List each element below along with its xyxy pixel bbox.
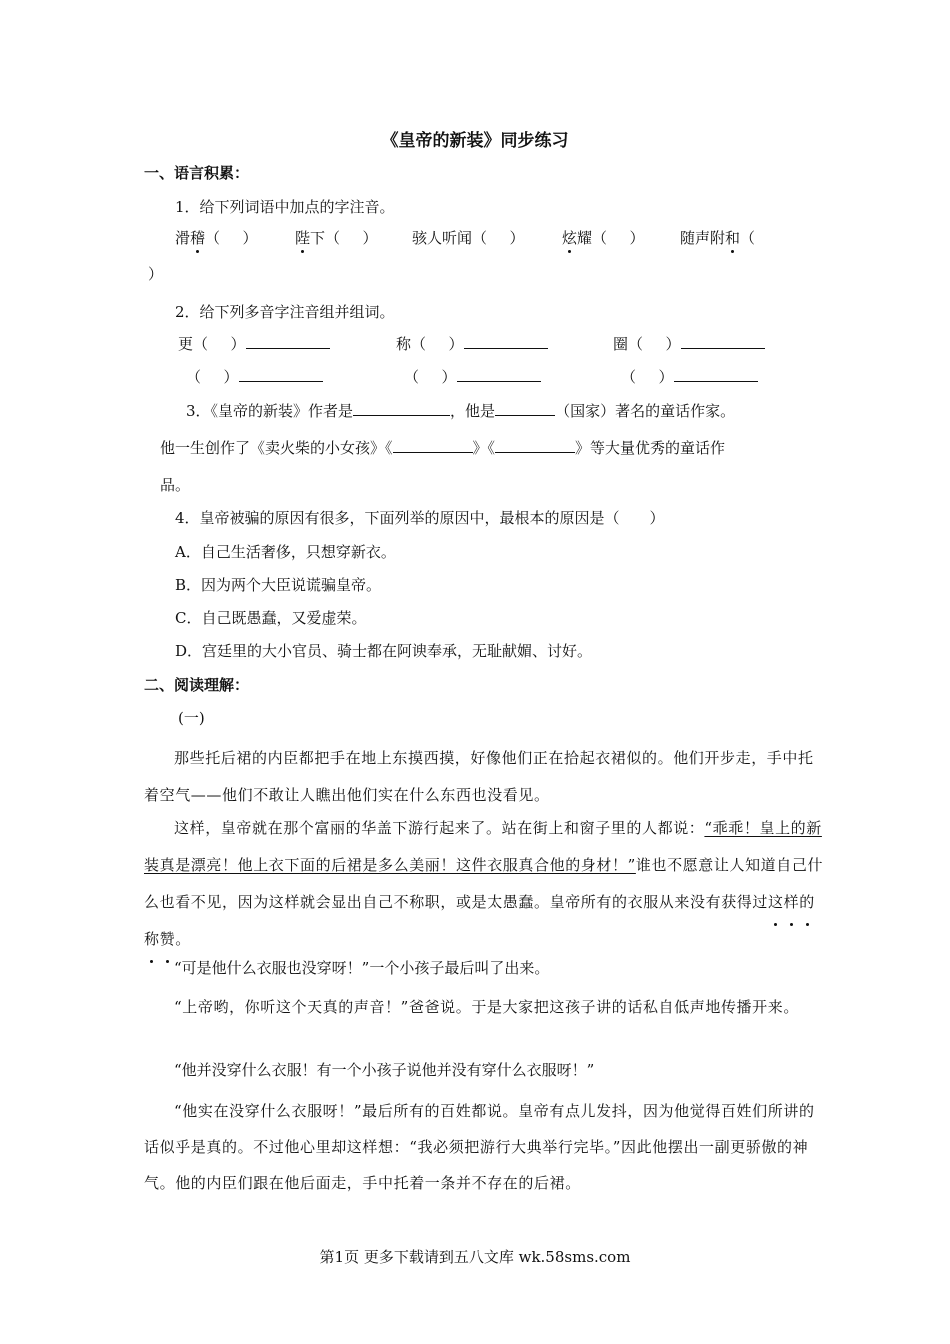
reading-paragraph-6: “他实在没穿什么衣服呀！”最后所有的百姓都说。皇帝有点儿发抖，因为他觉得百姓们所讲的话似乎是真的。不过他心里却这样想：“我必须把游行大典举行完毕。”因此他摆出一副更骄傲的神气。他的内臣们跟在他后面走，手中托着一条并不存在的后裙。 [144, 1102, 815, 1192]
dotted-char: 这 [768, 884, 784, 921]
q3-line-2 [160, 437, 725, 458]
q3-text-d: 他一生创作了《卖火柴的小女孩》《 [160, 439, 393, 457]
q1-word-item [175, 228, 258, 248]
q1-answer-paren[interactable]: （ ） [325, 229, 378, 247]
q2-word-blank[interactable] [464, 333, 548, 349]
q2-pinyin-paren[interactable]: （ ） [193, 335, 246, 353]
q3-text-a: 3．《皇帝的新装》作者是 [186, 402, 354, 420]
p2-text-b: 谁也不愿意让人知道自己什么也看不见，因为这样就会显出自己不称职，或是太愚蠢。皇帝所有的衣服从来没有获得过 [144, 856, 824, 911]
q2-item [396, 333, 548, 354]
section-heading-reading: 二、阅读理解： [144, 676, 250, 694]
q1-word-item [680, 228, 778, 248]
q3-text-e: 》《 [472, 439, 496, 457]
q1-dotted-char: 炫 [562, 229, 578, 247]
q2-word-blank[interactable] [457, 366, 541, 382]
q1-answer-paren[interactable]: （ ） [592, 229, 645, 247]
q2-char: 圈 [613, 335, 629, 353]
q1-answer-paren[interactable]: （ ） [205, 229, 258, 247]
q4-option: A．自己生活奢侈，只想穿新衣。 [175, 543, 396, 561]
p2-end: 。 [175, 930, 191, 948]
q1-answer-paren[interactable]: （ ） [472, 229, 525, 247]
q1-word-item [412, 228, 525, 248]
q4-option: B．因为两个大臣说谎骗皇帝。 [175, 576, 382, 594]
q1-answer-paren[interactable]: （ [740, 229, 778, 247]
q3-country-blank[interactable] [495, 400, 555, 416]
dotted-char: 称 [144, 921, 160, 958]
q2-char: 更 [178, 335, 194, 353]
q2-prompt: 2．给下列多音字注音组并组词。 [175, 303, 395, 321]
q2-word-blank[interactable] [239, 366, 323, 382]
q3-work-blank-1[interactable] [393, 437, 473, 453]
reading-part-label: (一) [178, 709, 205, 727]
q4-prompt: 4．皇帝被骗的原因有很多，下面列举的原因中，最根本的原因是（ ） [175, 509, 665, 527]
dotted-char: 的 [799, 884, 815, 921]
q1-prompt: 1．给下列词语中加点的字注音。 [175, 198, 395, 216]
q1-word-text: 下 [310, 229, 326, 247]
q1-word-item [562, 228, 645, 248]
q1-word-text: 滑 [175, 229, 191, 247]
reading-paragraph-4: “上帝哟，你听这个天真的声音！”爸爸说。于是大家把这孩子讲的话私自低声地传播开来。 [174, 998, 799, 1016]
q2-word-blank[interactable] [246, 333, 330, 349]
q2-pinyin-paren[interactable]: （ ） [404, 368, 457, 386]
q2-pinyin-paren[interactable]: （ ） [621, 368, 674, 386]
section-heading-language: 一、语言积累： [144, 164, 250, 182]
q3-author-blank[interactable] [353, 400, 450, 416]
q3-line-1 [186, 400, 735, 421]
reading-paragraph-1: 那些托后裙的内臣都把手在地上东摸西摸，好像他们正在拾起衣裙似的。他们开步走，手中托着空气——他们不敢让人瞧出他们实在什么东西也没看见。 [144, 749, 814, 804]
q1-wrapped-paren: ） [148, 265, 164, 283]
q3-work-blank-2[interactable] [495, 437, 575, 453]
q2-char: 称 [396, 335, 412, 353]
q2-pinyin-paren[interactable]: （ ） [186, 368, 239, 386]
q3-text-f: 》等大量优秀的童话作 [575, 439, 726, 457]
q3-text-c: （国家）著名的童话作家。 [555, 402, 736, 420]
q2-pinyin-paren[interactable]: （ ） [411, 335, 464, 353]
q1-dotted-char: 稽 [190, 229, 206, 247]
q1-word-item [295, 228, 378, 248]
q1-word-text: 骇人听闻 [412, 229, 473, 247]
q1-word-text: 随声附 [680, 229, 726, 247]
q1-dotted-char: 和 [725, 229, 741, 247]
q2-item [186, 366, 323, 387]
dotted-char: 样 [784, 884, 800, 921]
q2-item [404, 366, 541, 387]
q2-word-blank[interactable] [681, 333, 765, 349]
dotted-char: 赞 [160, 921, 176, 958]
reading-paragraph-5: “他并没穿什么衣服！有一个小孩子说他并没有穿什么衣服呀！” [174, 1061, 595, 1079]
q3-line-3: 品。 [160, 476, 191, 494]
p2-underlined-quote: “乖乖！皇上的新装真是漂亮！他上衣下面的后裙是多么美丽！这件衣服真合他的身材！” [144, 819, 822, 874]
q2-pinyin-paren[interactable]: （ ） [628, 335, 681, 353]
reading-paragraph-2 [144, 810, 824, 958]
p2-text-a: 这样，皇帝就在那个富丽的华盖下游行起来了。站在街上和窗子里的人都说： [174, 819, 705, 837]
q2-word-blank[interactable] [674, 366, 758, 382]
q3-text-b: ，他是 [450, 402, 496, 420]
q1-dotted-char: 陛 [295, 229, 311, 247]
document-title: 《皇帝的新装》同步练习 [381, 131, 569, 151]
page-footer: 第1页 更多下载请到五八文库 wk.58sms.com [319, 1248, 631, 1266]
q4-option: C．自己既愚蠢，又爱虚荣。 [175, 609, 367, 627]
q1-word-text: 耀 [577, 229, 593, 247]
q2-item [621, 366, 758, 387]
q2-item [178, 333, 330, 354]
reading-paragraph-3: “可是他什么衣服也没穿呀！”一个小孩子最后叫了出来。 [174, 959, 550, 977]
q4-option: D．宫廷里的大小官员、骑士都在阿谀奉承，无耻献媚、讨好。 [175, 642, 593, 660]
q2-item [613, 333, 765, 354]
